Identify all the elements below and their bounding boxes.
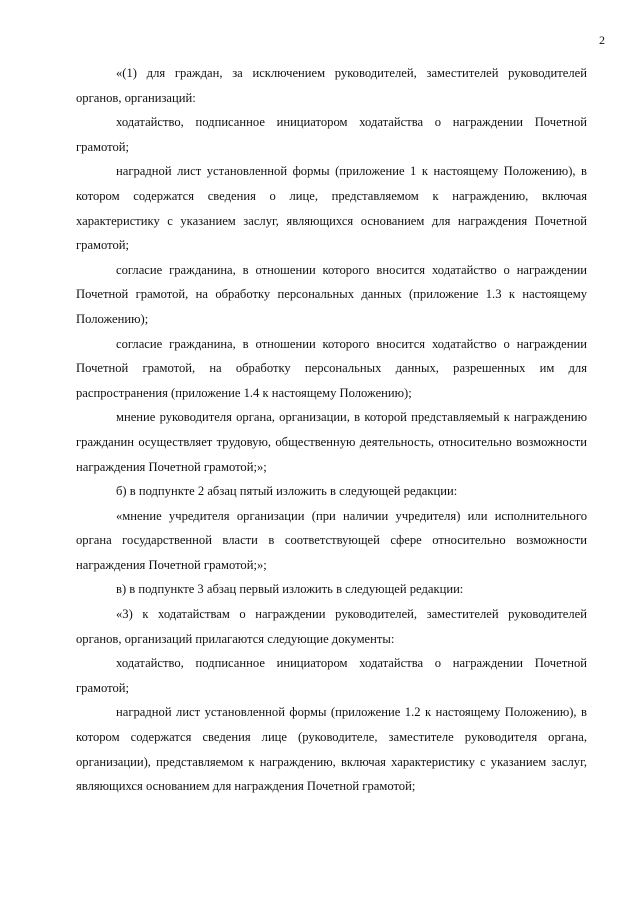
paragraph: «3) к ходатайствам о награждении руководителей, заместителей руководителей органов, организаций прилагаются следующие документы: [76,607,587,646]
paragraph: «мнение учредителя организации (при наличии учредителя) или исполнительного органа государственной власти в соответствующей сфере относительно возможности награждения Почетной грамотой;»; [76,508,587,572]
paragraph: наградной лист установленной формы (приложение 1 к настоящему Положению), в котором содержатся сведения о лице, представляемом к награждению, включая характеристику с указанием заслуг, являющихся основанием для награждения Почетной грамотой; [76,164,587,253]
page-number: 2 [599,33,605,47]
document-body [76,61,587,799]
paragraph: в) в подпункте 3 абзац первый изложить в следующей редакции: [116,582,464,597]
paragraph: б) в подпункте 2 абзац пятый изложить в следующей редакции: [116,484,458,499]
paragraph: мнение руководителя органа, организации, в которой представляемый к награждению гражданин осуществляет трудовую, общественную деятельность, относительно возможности награждения Почетной грамотой;»; [76,410,587,474]
paragraph: наградной лист установленной формы (приложение 1.2 к настоящему Положению), в котором содержатся сведения лице (руководителе, заместителе руководителя органа, организации), представляемом к награждению, включая характеристику с указанием заслуг, являющихся основанием для награждения Почетной грамотой; [76,705,587,794]
paragraph: согласие гражданина, в отношении которого вносится ходатайство о награждении Почетной грамотой, на обработку персональных данных (приложение 1.3 к настоящему Положению); [76,262,587,326]
paragraph: согласие гражданина, в отношении которого вносится ходатайство о награждении Почетной грамотой, на обработку персональных данных, разрешенных им для распространения (приложение 1.4 к настоящему Положению); [76,336,587,400]
paragraph: «(1) для граждан, за исключением руководителей, заместителей руководителей органов, организаций: [76,66,587,105]
paragraph: ходатайство, подписанное инициатором ходатайства о награждении Почетной грамотой; [76,656,587,695]
paragraph: ходатайство, подписанное инициатором ходатайства о награждении Почетной грамотой; [76,115,587,154]
